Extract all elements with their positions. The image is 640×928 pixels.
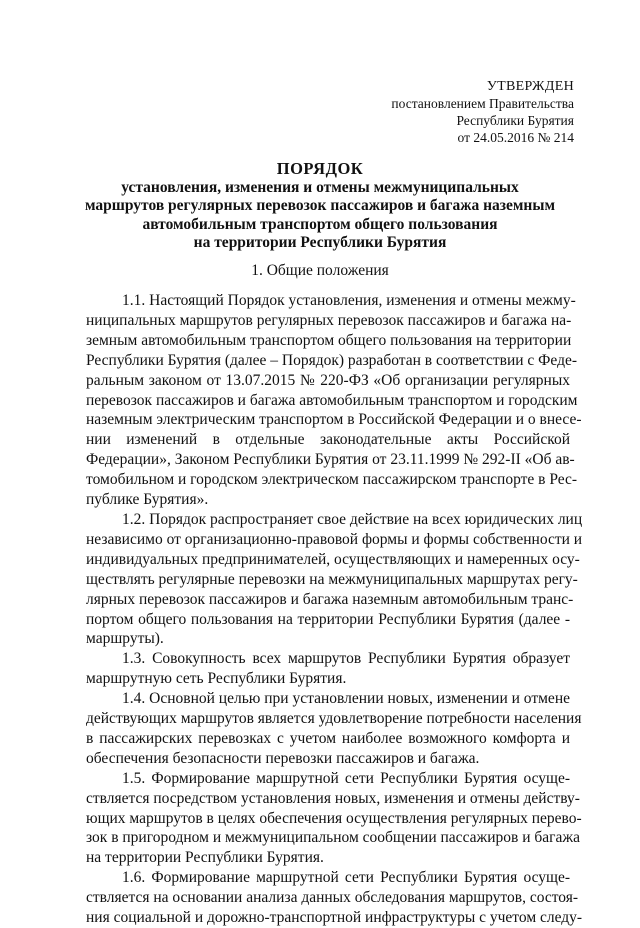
document-body bbox=[86, 291, 583, 928]
paragraph bbox=[86, 868, 583, 928]
paragraph-line: ствляется на основании анализа данных обследования маршрутов, состоя- bbox=[86, 889, 579, 907]
paragraph bbox=[86, 649, 570, 689]
paragraph bbox=[86, 769, 582, 869]
paragraph-line: обеспечения безопасности перевозки пассажиров и багажа. bbox=[86, 749, 480, 767]
paragraph-line: ющих маршрутов в целях обеспечения осуществления регулярных перево- bbox=[86, 809, 582, 827]
paragraph-line: индивидуальных предпринимателей, осуществляющих и намеренных осу- bbox=[86, 550, 580, 568]
paragraph-line: 1.4. Основной целью при установлении новых, изменении и отмене bbox=[122, 690, 570, 708]
approval-line-date: от 24.05.2016 № 214 bbox=[457, 130, 574, 145]
paragraph-line: Федерации», Законом Республики Бурятия от 23.11.1999 № 292-II «Об ав- bbox=[86, 451, 575, 469]
document-title-line: на территории Республики Бурятия bbox=[193, 234, 447, 251]
paragraph-line: нии изменений в отдельные законодательные акты Российской bbox=[86, 431, 570, 449]
document-title-line: установления, изменения и отмены межмуниципальных bbox=[121, 178, 519, 196]
paragraph-line: перевозок пассажиров и багажа автомобильным транспортом и городским bbox=[86, 391, 578, 409]
document-title bbox=[60, 160, 580, 253]
paragraph-line: томобильном и городском электрическом пассажирском транспорте в Рес- bbox=[86, 471, 578, 489]
paragraph-line: 1.2. Порядок распространяет свое действие на всех юридических лиц bbox=[122, 510, 583, 528]
paragraph-line: 1.3. Совокупность всех маршрутов Республики Бурятия образует bbox=[122, 650, 570, 668]
paragraph-line: земным автомобильным транспортом общего пользования на территории bbox=[86, 331, 572, 349]
paragraph-line: зок в пригородном и межмуниципальном сообщении пассажиров и багажа bbox=[86, 829, 580, 847]
paragraph-line: маршруты). bbox=[86, 630, 164, 648]
paragraph-line: ральным законом от 13.07.2015 № 220-ФЗ «Об организации регулярных bbox=[86, 371, 570, 389]
paragraph-line: независимо от организационно-правовой формы и формы собственности и bbox=[86, 530, 583, 548]
approval-stamp: УТВЕРЖДЕН bbox=[486, 79, 574, 94]
document-title-line: автомобильным транспортом общего пользования bbox=[142, 215, 498, 233]
paragraph-line: ствляется посредством установления новых, изменения и отмены действу- bbox=[86, 789, 580, 807]
paragraph-line: в пассажирских перевозках с учетом наиболее возможного комфорта и bbox=[86, 729, 570, 747]
paragraph-line: маршрутную сеть Республики Бурятия. bbox=[86, 670, 347, 688]
paragraph-line: 1.1. Настоящий Порядок установления, изменения и отмены межму- bbox=[122, 292, 576, 309]
approval-line-decree: постановлением Правительства bbox=[391, 96, 574, 111]
paragraph bbox=[86, 689, 582, 769]
paragraph-line: ния социальной и дорожно-транспортной инфраструктуры с учетом следу- bbox=[86, 909, 583, 927]
paragraph-line: 1.5. Формирование маршрутной сети Республики Бурятия осуще- bbox=[122, 769, 570, 787]
paragraph-line: 1.6. Формирование маршрутной сети Республики Бурятия осуще- bbox=[122, 869, 570, 887]
approval-stamp-block bbox=[374, 78, 574, 146]
paragraph-line: наземным электрическим транспортом в Российской Федерации и о внесе- bbox=[86, 411, 582, 429]
paragraph-line: ниципальных маршрутов регулярных перевозок пассажиров и багажа на- bbox=[86, 311, 572, 329]
paragraph-line: на территории Республики Бурятия. bbox=[86, 849, 324, 867]
paragraph-line: публике Бурятия». bbox=[86, 491, 209, 509]
section-heading: 1. Общие положения bbox=[251, 262, 389, 279]
paragraph-line: портом общего пользования на территории Республики Бурятия (далее - bbox=[86, 610, 570, 628]
document-title-main: ПОРЯДОК bbox=[276, 159, 364, 178]
paragraph-line: лярных перевозок пассажиров и багажа наземным автомобильным транс- bbox=[86, 590, 574, 608]
paragraph bbox=[86, 510, 583, 649]
paragraph-line: Республики Бурятия (далее – Порядок) разработан в соответствии с Феде- bbox=[86, 351, 578, 369]
document-title-line: маршрутов регулярных перевозок пассажиров и багажа наземным bbox=[84, 197, 556, 214]
paragraph bbox=[86, 291, 582, 510]
paragraph-line: действующих маршрутов является удовлетворение потребности населения bbox=[86, 710, 582, 728]
approval-line-republic: Республики Бурятия bbox=[456, 113, 574, 128]
paragraph-line: ществлять регулярные перевозки на межмуниципальных маршрутах регу- bbox=[86, 570, 578, 588]
